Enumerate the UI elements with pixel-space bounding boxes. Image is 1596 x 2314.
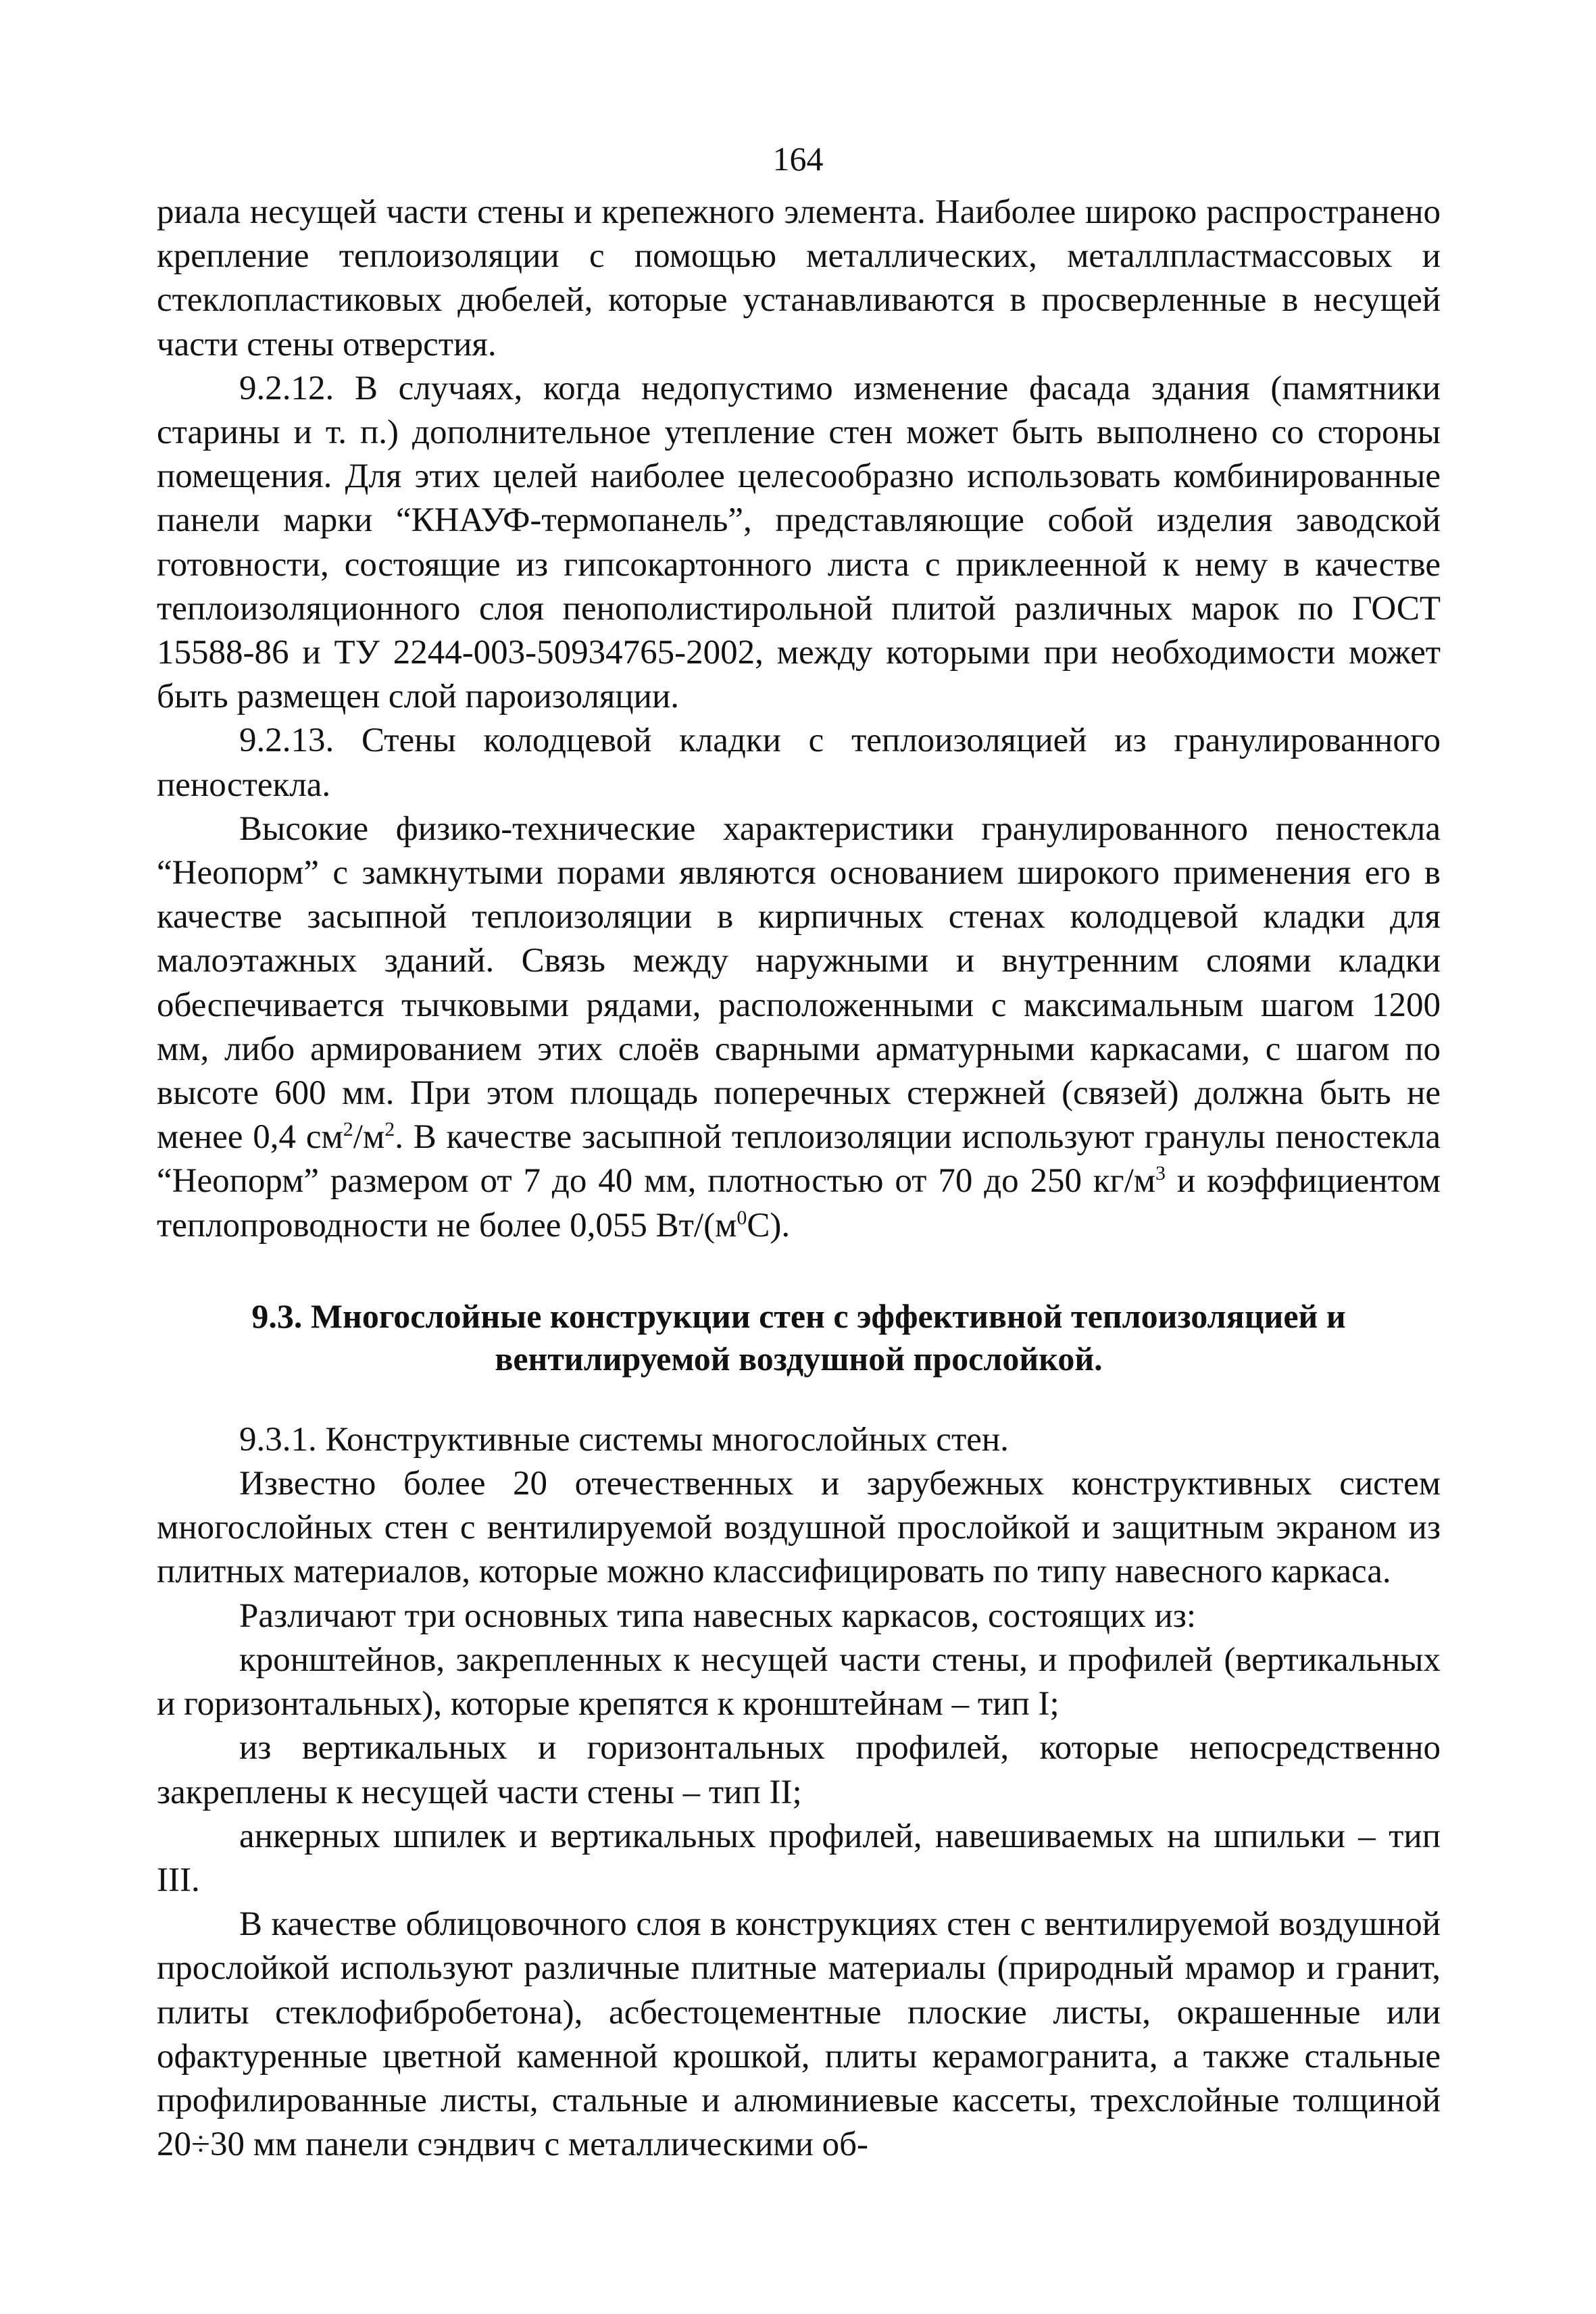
list-item-type-1: кронштейнов, закрепленных к несущей части стены, и профилей (вертикальных и горизонтальных), которые крепятся к кронштейнам – тип I; xyxy=(157,1640,1441,1724)
paragraph-foam-glass: Высокие физико-технические характеристики гранулированного пеностекла “Неопорм” с замкнутыми порами являются основанием широкого применения его в качестве засыпной теплоизоляции в кирпичных стенах колодцевой кладки для малоэтажных зданий. Связь между наружными и внутренним слоями кладки обеспечивается тычковыми рядами, расположенными с максимальным шагом 1200 мм, либо армированием этих слоёв сварными арматурными каркасами, с шагом по высоте 600 мм. При этом площадь поперечных стержней (связей) должна быть не менее 0,4 $см^2/м^2$. В качестве засыпной теплоизоляции используют гранулы пеностекла “Неопорм” размером от 7 до 40 мм, плотностью от 70 до 250 $кг/м^3$ и коэффициентом теплопроводности не более 0,055 $Вт/(м^0С)$. xyxy=(157,809,1441,1244)
paragraph-9-2-13: 9.2.13. Стены колодцевой кладки с теплоизоляцией из гранулированного пеностекла. xyxy=(157,722,1441,804)
page-number: 164 xyxy=(772,140,824,178)
paragraph-9-2-12: 9.2.12. В случаях, когда недопустимо изменение фасада здания (памятники старины и т. п.) дополнительное утепление стен может быть выполнено со стороны помещения. Для этих целей наиболее целесообразно использовать комбинированные панели марки “КНАУФ-термопанель”, представляющие собой изделия заводской готовности, состоящие из гипсокартонного листа с приклеенной к нему в качестве теплоизоляционного слоя пенополистирольной плитой различных марок по ГОСТ 15588-86 и ТУ 2244-003-50934765-2002, между которыми при необходимости может быть размещен слой пароизоляции. xyxy=(157,369,1441,716)
paragraph-continuation: риала несущей части стены и крепежного элемента. Наиболее широко распространено крепление теплоизоляции с помощью металлических, металлпластмассовых и стеклопластиковых дюбелей, которые устанавливаются в просверленные в несущей части стены отверстия. xyxy=(157,193,1441,363)
list-item-type-2: из вертикальных и горизонтальных профилей, которые непосредственно закреплены к несущей части стены – тип II; xyxy=(157,1729,1441,1811)
paragraph-three-types: Различают три основных типа навесных каркасов, состоящих из: xyxy=(239,1596,1197,1635)
paragraph-9-3-1: 9.3.1. Конструктивные системы многослойных стен. xyxy=(239,1420,1009,1459)
document-body xyxy=(157,191,1441,2167)
paragraph-cladding-layer: В качестве облицовочного слоя в конструкциях стен с вентилируемой воздушной прослойкой используют различные плитные материалы (природный мрамор и гранит, плиты стеклофибробетона), асбестоцементные плоские листы, окрашенные или офактуренные цветной каменной крошкой, плиты керамогранита, а также стальные профилированные листы, стальные и алюминиевые кассеты, трехслойные толщиной 20÷30 мм панели сэндвич с металлическими об- xyxy=(157,1905,1441,2164)
paragraph-systems-known: Известно более 20 отечественных и зарубежных конструктивных систем многослойных стен с вентилируемой воздушной прослойкой и защитным экраном из плитных материалов, которые можно классифицировать по типу навесного каркаса. xyxy=(157,1465,1441,1591)
section-heading-9-3: 9.3. Многослойные конструкции стен с эффективной теплоизоляцией и вентилируемой воздушной прослойкой. xyxy=(251,1297,1346,1378)
list-item-type-3: анкерных шпилек и вертикальных профилей, навешиваемых на шпильки – тип III. xyxy=(157,1817,1441,1899)
